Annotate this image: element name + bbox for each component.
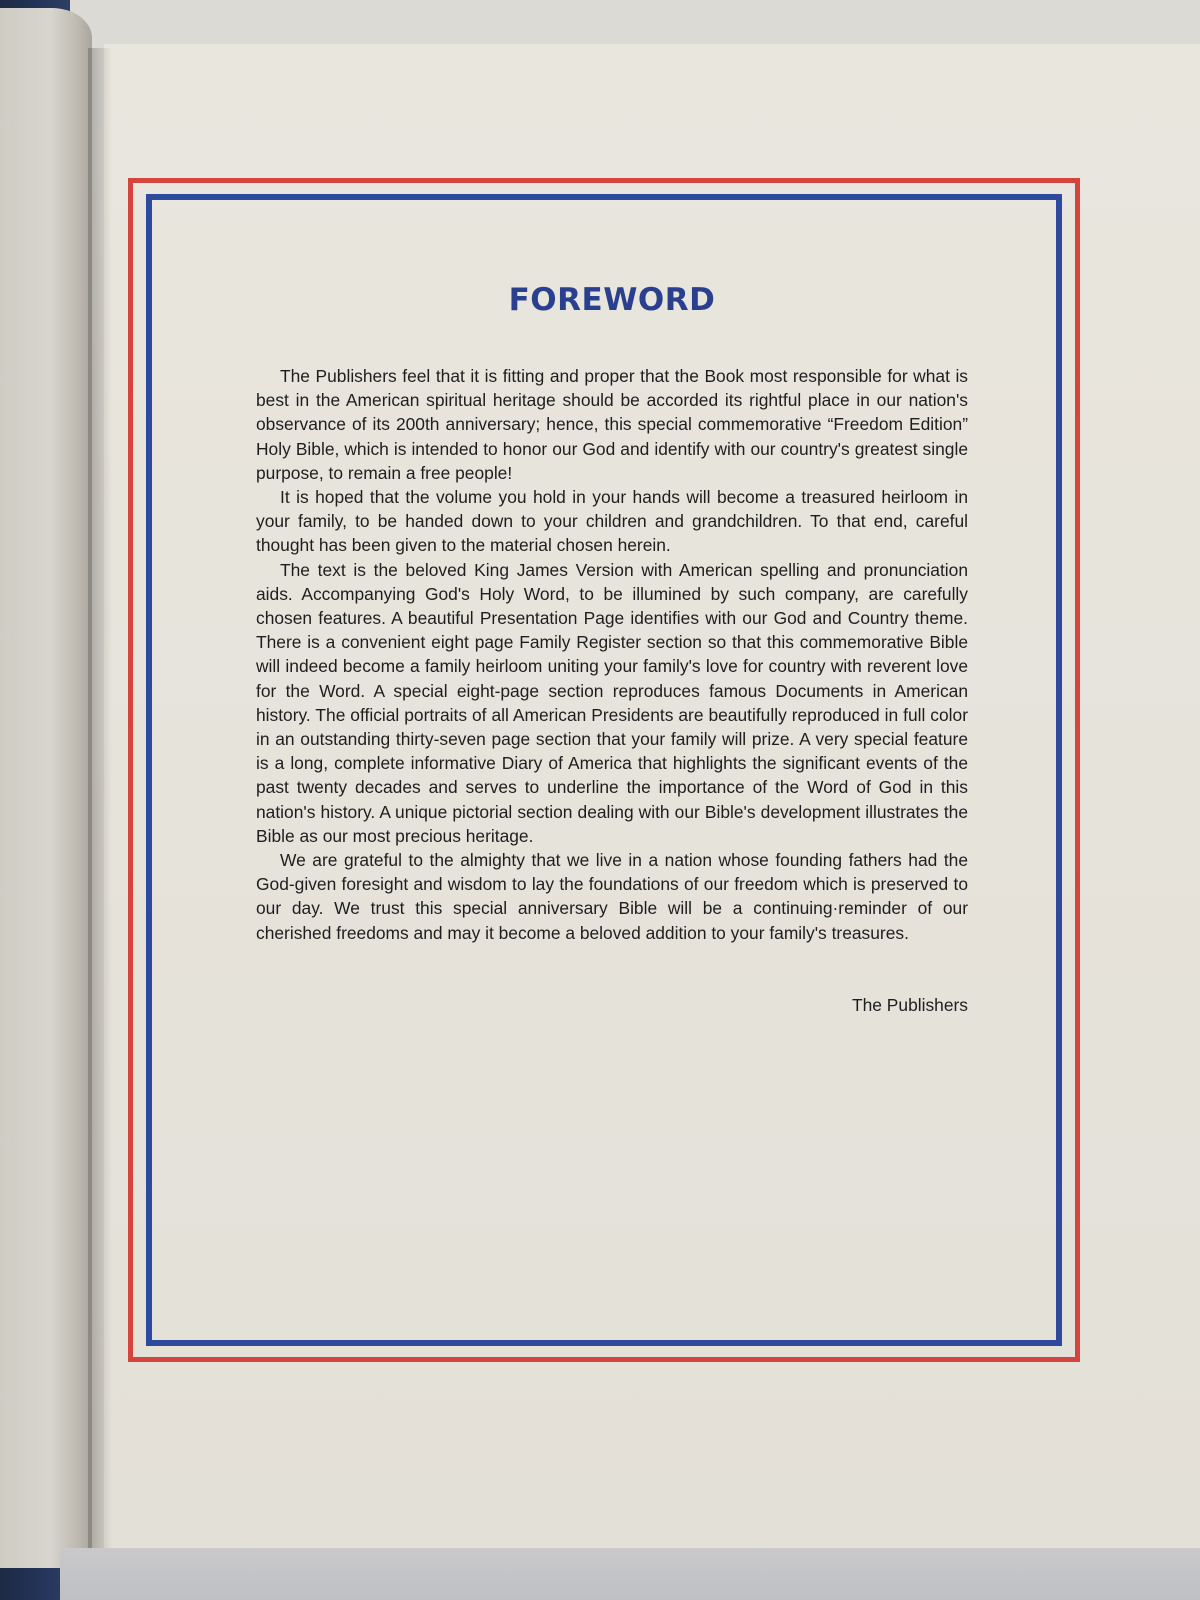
paragraph-2: It is hoped that the volume you hold in your hands will become a treasured heirloom in your family, to be handed down to your children and grandchildren. To that end, careful thought has been given to the material chosen herein.	[256, 487, 968, 556]
signature: The Publishers	[852, 994, 968, 1015]
paragraph-4: We are grateful to the almighty that we live in a nation whose founding fathers had the God-given foresight and wisdom to lay the foundations of our freedom which is preserved to our day. We trust this special anniversary Bible will be a continuing·reminder of our cherished freedoms and may it become a beloved addition to your family's treasures.	[256, 850, 968, 943]
table-surface	[60, 1548, 1200, 1600]
page-title: FOREWORD	[508, 282, 716, 318]
left-page-edge	[0, 8, 92, 1568]
foreword-content	[256, 282, 968, 1016]
paragraph-1: The Publishers feel that it is fitting and proper that the Book most responsible for what is best in the American spiritual heritage should be accorded its rightful place in our nation's observance of its 200th anniversary; hence, this special commemorative “Freedom Edition” Holy Bible, which is intended to honor our God and identify with our country's greatest single purpose, to remain a free people!	[256, 366, 968, 483]
paragraph-3: The text is the beloved King James Version with American spelling and pronunciation aids. Accompanying God's Holy Word, to be illumined by such company, are carefully chosen features. A beautiful Presentation Page identifies with our God and Country theme. There is a convenient eight page Family Register section so that this commemorative Bible will indeed become a family heirloom uniting your family's love for country with reverent love for the Word. A special eight-page section reproduces famous Documents in American history. The official portraits of all American Presidents are beautifully reproduced in full color in an outstanding thirty-seven page section that your family will prize. A very special feature is a long, complete informative Diary of America that highlights the significant events of the past twenty decades and serves to underline the importance of the Word of God in this nation's history. A unique pictorial section dealing with our Bible's development illustrates the Bible as our most precious heritage.	[256, 559, 968, 846]
gutter-shadow	[88, 48, 112, 1558]
